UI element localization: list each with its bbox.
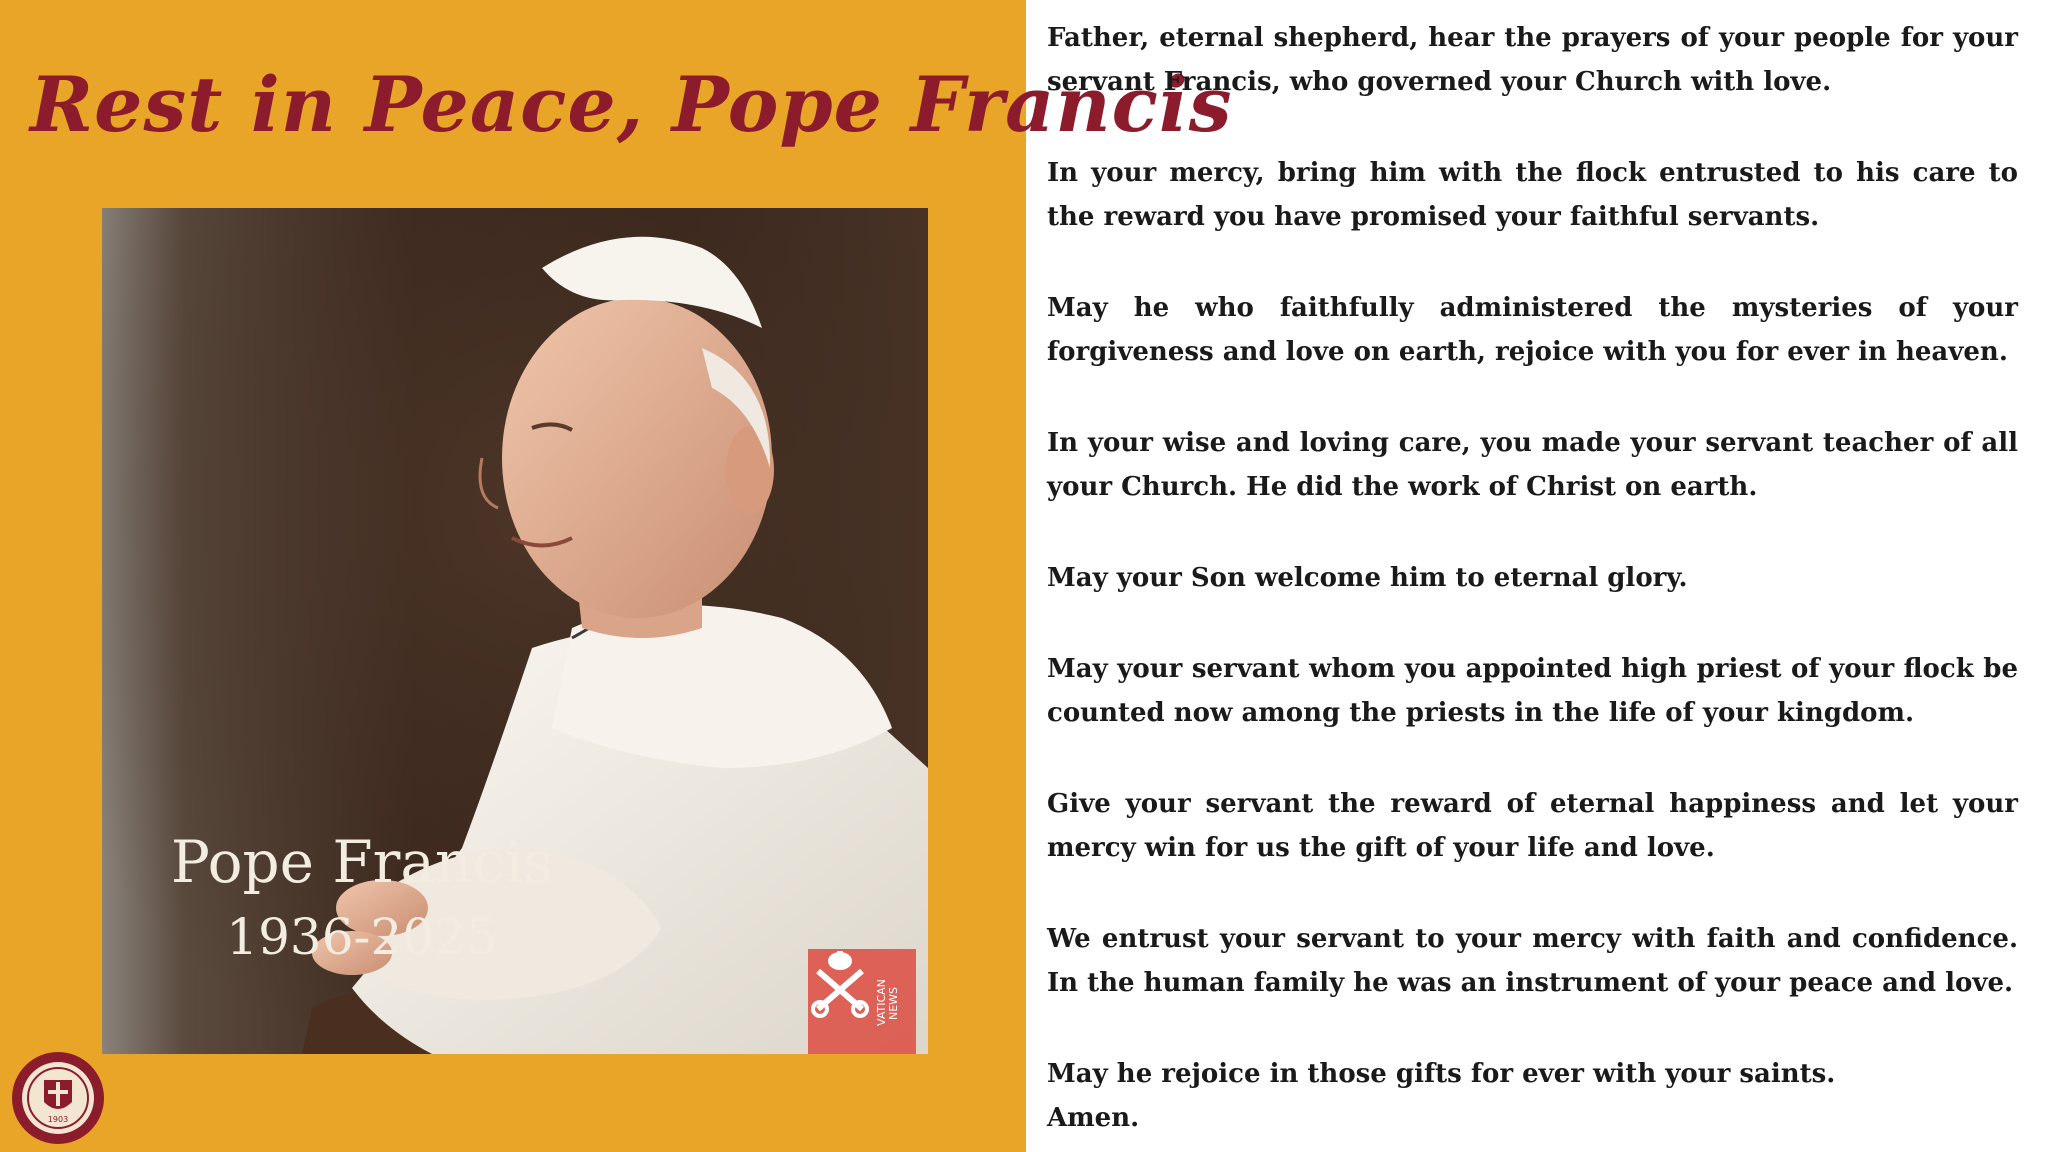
prayer-paragraph: May he who faithfully administered the mysteries of your forgiveness and love on earth, rejoice with you for ever in heaven.	[1047, 293, 2018, 367]
headline: Rest in Peace, Pope Francis	[30, 60, 1233, 149]
vatican-news-logo	[808, 949, 916, 1054]
prayer-paragraph: In your wise and loving care, you made your servant teacher of all your Church. He did the work of Christ on earth.	[1047, 428, 2018, 502]
seal-year: 1903	[47, 1115, 69, 1124]
prayer-paragraph: May your Son welcome him to eternal glory.	[1047, 563, 1688, 593]
crossed-keys-icon	[808, 949, 872, 1019]
prayer-paragraph: May your servant whom you appointed high priest of your flock be counted now among the priests in the life of your kingdom.	[1047, 654, 2018, 728]
prayer-paragraph: We entrust your servant to your mercy with faith and confidence. In the human family he was an instrument of your peace and love.	[1047, 924, 2018, 998]
portrait-caption-years: 1936-2025	[226, 908, 498, 966]
prayer-paragraph: Give your servant the reward of eternal happiness and let your mercy win for us the gift of your life and love.	[1047, 789, 2018, 863]
prayer-paragraph: In your mercy, bring him with the flock entrusted to his care to the reward you have promised your faithful servants.	[1047, 158, 2018, 232]
prayer-paragraph: May he rejoice in those gifts for ever with your saints.	[1047, 1059, 1836, 1089]
prayer-paragraph: Father, eternal shepherd, hear the prayers of your people for your servant Francis, who governed your Church with love.	[1047, 23, 2018, 97]
portrait-caption-name: Pope Francis	[170, 828, 554, 896]
prayer-final-block	[1047, 1052, 2018, 1140]
pope-portrait-photo	[102, 208, 928, 1054]
prayer-closing: Amen.	[1047, 1103, 1140, 1133]
parish-seal-logo	[10, 1050, 106, 1146]
prayer-text	[1047, 16, 2018, 1140]
vn-line-2: NEWS	[887, 986, 900, 1020]
vatican-news-wordmark	[876, 957, 916, 1049]
vn-line-1: VATICAN	[875, 979, 888, 1027]
